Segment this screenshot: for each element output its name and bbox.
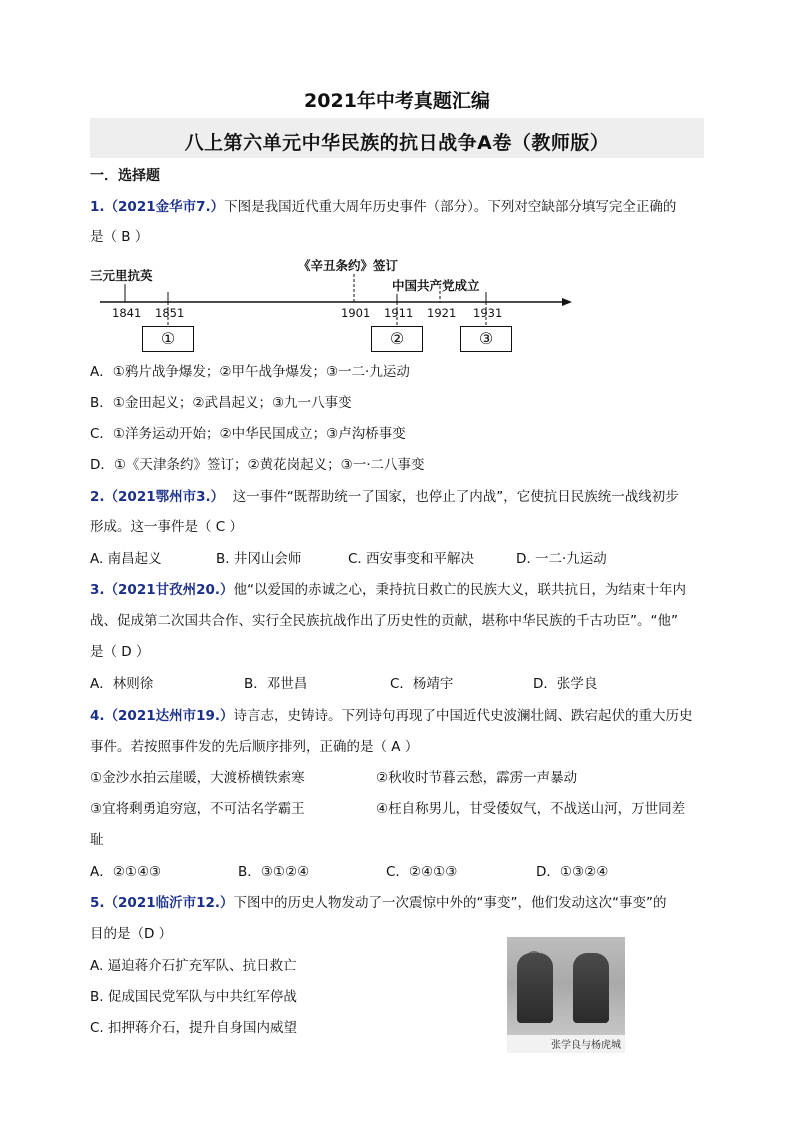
option-b: B．邓世昌: [244, 676, 308, 692]
question-2-line-1: [90, 487, 679, 507]
poem-line: ④枉自称男儿，甘受倭奴气，不战送山河，万世同差: [376, 801, 686, 817]
option-d: D. 一二·九运动: [516, 551, 607, 567]
poem-line: 耻: [90, 832, 104, 848]
question-3-line-1: [90, 580, 686, 600]
timeline-blank-box-3: ③: [460, 326, 512, 352]
question-source: （2021鄂州市3.）: [104, 489, 225, 505]
option-b: B. 促成国民党军队与中共红军停战: [90, 989, 297, 1005]
timeline-blank-box-2: ②: [371, 326, 423, 352]
photo-caption: 张学良与杨虎城: [551, 1040, 621, 1051]
timeline-year: 1901: [341, 306, 371, 320]
question-stem: 下图是我国近代重大周年历史事件（部分）。下列对空缺部分填写完全正确的: [224, 199, 677, 215]
question-source: （2021金华市7.）: [104, 199, 225, 215]
option-a: A. 南昌起义: [90, 551, 162, 567]
option-d: D．①《天津条约》签订；②黄花岗起义；③一·二八事变: [90, 457, 425, 473]
question-1-line-1: [90, 197, 676, 217]
option-c: C．②④①③: [386, 864, 458, 880]
timeline-year: 1841: [112, 306, 142, 320]
question-source: （2021临沂市12.）: [104, 895, 234, 911]
question-3-line-2: 战、促成第二次国共合作、实行全民族抗战作出了历史性的贡献，堪称中华民族的千古功臣”。“他”: [90, 613, 678, 629]
timeline-label-xinchou: 《辛丑条约》签订: [298, 258, 399, 273]
question-source: （2021达州市19.）: [104, 708, 234, 724]
question-number: 5.: [90, 895, 105, 911]
timeline-year: 1921: [427, 306, 457, 320]
question-5-line-2: 目的是（D ）: [90, 926, 173, 942]
option-d: D．①③②④: [536, 864, 609, 880]
timeline-year: 1911: [384, 306, 414, 320]
timeline-year: 1931: [473, 306, 503, 320]
poem-line: ①金沙水拍云崖暖，大渡桥横铁索寒: [90, 770, 305, 786]
option-c: C．杨靖宇: [390, 676, 454, 692]
question-stem: 下图中的历史人物发动了一次震惊中外的“事变”，他们发动这次“事变”的: [233, 895, 667, 911]
question-3-line-3: 是（ D ）: [90, 644, 150, 660]
question-number: 3.: [90, 582, 105, 598]
option-c: C. 西安事变和平解决: [348, 551, 475, 567]
timeline-year: 1851: [155, 306, 185, 320]
historical-photo: [507, 937, 625, 1053]
question-stem: 诗言志，史铸诗。下列诗句再现了中国近代史波澜壮阔、跌宕起伏的重大历史: [233, 708, 693, 724]
question-4-line-1: [90, 706, 693, 726]
timeline-blank-box-1: ①: [142, 326, 194, 352]
page-subtitle: 八上第六单元中华民族的抗日战争A卷（教师版）: [184, 132, 610, 154]
question-stem: 他“以爱国的赤诚之心，秉持抗日救亡的民族大义，联共抗日，为结束十年内: [233, 582, 687, 598]
question-number: 4.: [90, 708, 105, 724]
option-c: C．①洋务运动开始；②中华民国成立；③卢沟桥事变: [90, 426, 406, 442]
option-b: B. 井冈山会师: [216, 551, 302, 567]
question-4-line-2: 事件。若按照事件发的先后顺序排列，正确的是（ A ）: [90, 739, 419, 755]
option-a: A．①鸦片战争爆发；②甲午战争爆发；③一二·九运动: [90, 364, 410, 380]
timeline-label-ccp: 中国共产党成立: [392, 278, 480, 293]
option-b: B．③①②④: [238, 864, 310, 880]
question-5-line-1: [90, 893, 667, 913]
question-stem: 这一事件“既帮助统一了国家，也停止了内战”，它使抗日民族统一战线初步: [232, 489, 679, 505]
question-source: （2021甘孜州20.）: [104, 582, 234, 598]
question-2-line-2: 形成。这一事件是（ C ）: [90, 519, 244, 535]
timeline-label-sanyuanli: 三元里抗英: [90, 268, 153, 283]
option-b: B．①金田起义；②武昌起义；③九一八事变: [90, 395, 352, 411]
photo-figure-left: [517, 953, 553, 1023]
page-title: 2021年中考真题汇编: [304, 90, 490, 112]
question-1-line-2: 是（ B ）: [90, 229, 149, 245]
question-number: 2.: [90, 489, 105, 505]
photo-figure-right: [573, 953, 609, 1023]
section-heading: 一．选择题: [90, 168, 160, 184]
option-a: A．②①④③: [90, 864, 162, 880]
poem-line: ②秋收时节暮云愁，霹雳一声暴动: [376, 770, 578, 786]
option-d: D．张学良: [533, 676, 598, 692]
option-a: A. 逼迫蒋介石扩充军队、抗日救亡: [90, 958, 297, 974]
history-timeline: [90, 254, 580, 364]
option-c: C. 扣押蒋介石，提升自身国内威望: [90, 1020, 298, 1036]
option-a: A．林则徐: [90, 676, 154, 692]
question-number: 1.: [90, 199, 105, 215]
poem-line: ③宜将剩勇追穷寇，不可沽名学霸王: [90, 801, 305, 817]
